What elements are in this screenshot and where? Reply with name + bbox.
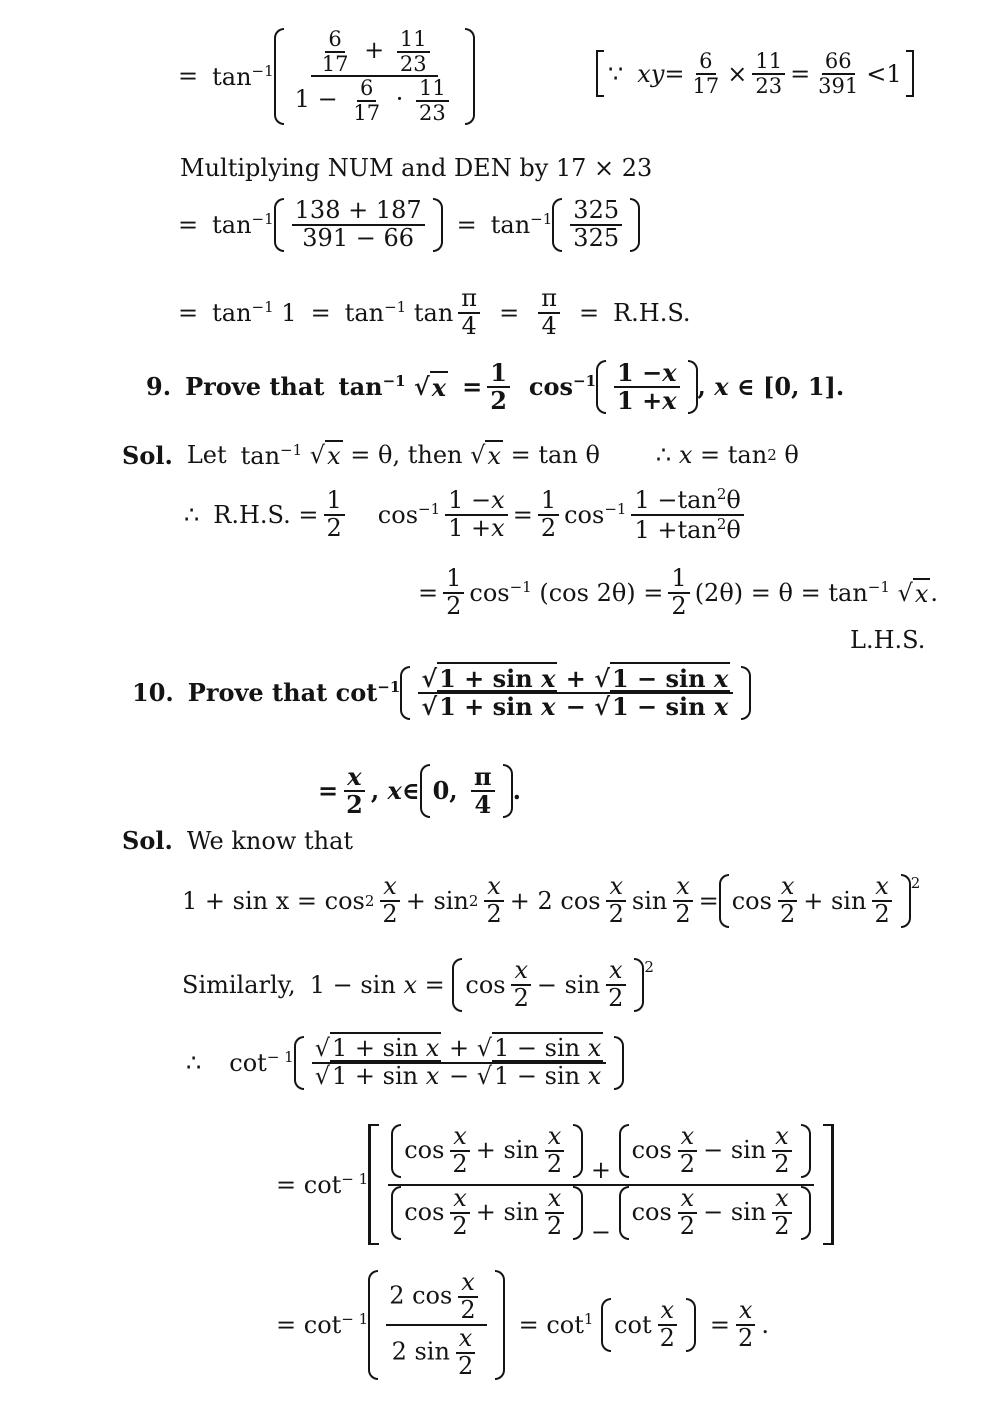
cot-line-1: ∴ $\cot^{- 1}$ $\frac{\text{√1 + sin x + √1 − sin x}}{\text{√1 + sin x − √1 − sin x}}$ [186,1036,624,1090]
solution-9-let: Sol. Let $\tan^{-1}$ √ x = θ , then √ x = tan θ ∴ x = tan 2 θ [122,440,799,470]
identity-line-1: 1 + sin x = cos 2 $\frac{x}{2}$ + sin 2 $\frac{x}{2}$ + 2 cos $\frac{x}{2}$ sin $\frac{x}{2}$ = cos $\frac{x}{2}$ + sin $\frac{x}{2}$ 2 [182,872,921,928]
because-bracket: ∵ xy = $\frac{6}{17}$ × $\frac{11}{23}$ = $\frac{66}{391}$ < 1 [596,50,914,97]
eq-line-1 [178,28,475,125]
identity-line-2: Similarly, 1 − sin x = cos $\frac{x}{2}$ − sin $\frac{x}{2}$ 2 [182,956,654,1012]
cot-line-2: = $\cot^{- 1}$ cos $\frac{x}{2}$ + sin $\frac{x}{2}$ + cos $\frac{x}{2}$ − sin $\frac{x}{2}$ cos $\frac{x}{2}$ + sin $\frac{x}{2}$ − cos $\frac{x}{2}$ − sin $\frac{x}{2}$ [276,1124,834,1245]
lhs-label: L.H.S. [850,626,926,654]
eq-line-3: = $\tan^{-1}$ 1 = $\tan^{-1}$ tan $\frac{\pi}{4}$ = $\frac{\pi}{4}$ = R.H.S. [178,284,691,340]
solution-10-intro: Sol. We know that [122,826,354,855]
question-9: 9. Prove that $\tan^{-1}$ √ x = $\frac{1}{2}$ $\cos^{-1}$ $\frac{1 -x}{1 +x}$ , x ∈ [0, 1]. [146,358,845,415]
eq-line-2: = $\tan^{-1}$ $\frac{138 + 187}{391 - 66}$ = $\tan^{-1}$ $\frac{325}{325}$ [178,198,640,252]
cot-line-3: = $\cot^{- 1}$ 2 cos $\frac{x}{2}$ 2 sin $\frac{x}{2}$ = $\cot^1$ cot $\frac{x}{2}$ = $\frac{x}{2}$ . [276,1268,769,1380]
tan-inverse: $\tan^{-1}$ [212,61,274,91]
solution-9-result: = $\frac{1}{2}$ $\cos^{-1}$ (cos 2θ) = $\frac{1}{2}$ (2θ) = θ = $\tan^{-1}$ √ x . [418,564,939,620]
solution-9-rhs: ∴ R.H.S. = $\frac{1}{2}$ $\cos^{-1}$ $\frac{1 -x}{1 +x}$ = $\frac{1}{2}$ $\cos^{-1}$ $\frac{1 -\tan^2\theta}{1 +\tan^2\theta}$ [184,486,749,544]
question-10: 10. Prove that $\cot^{-1}$ $\frac{\text{√1 + sin x + √1 − sin x}}{\text{√1 + sin x − √1 − sin x}}$ [132,666,751,720]
equals-sign: = [178,62,199,91]
question-10-result: = $\frac{x}{2}$ , x ∈ 0, $\frac{\pi}{4}$ . [318,762,521,819]
big-paren: $\frac{6}{17}$ + $\frac{11}{23}$ 1 − $\frac{6}{17}$ · $\frac{11}{23}$ [274,28,475,125]
multiply-text: Multiplying NUM and DEN by 17 × 23 [180,154,653,182]
